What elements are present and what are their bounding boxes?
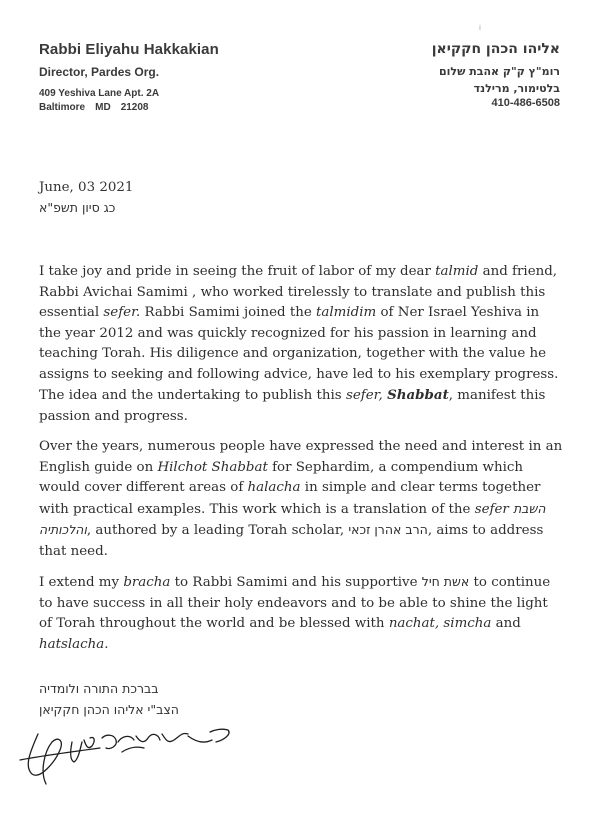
italic-run: nachat, simcha <box>388 616 492 631</box>
text-run: and friend, Rabbi Avichai Samimi , who worked tirelessly to translate and publish this essential <box>39 264 558 320</box>
closing-line-2: הצב"י אליהו הכהן חקקיאן <box>39 702 179 717</box>
paragraph-2 <box>39 437 564 562</box>
text-run: , authored by a leading Torah scholar, <box>86 523 349 538</box>
hebrew-phrase: אשת חיל <box>421 574 470 589</box>
bold-italic-run: Shabbat <box>387 387 449 403</box>
sender-title: Director, Pardes Org. <box>39 65 160 79</box>
text-run: in simple and clear terms together with practical examples. This work which is a translation of the <box>39 480 541 517</box>
sender-city: Baltimore <box>39 102 86 113</box>
italic-run: Hilchot Shabbat <box>157 459 268 475</box>
text-run: to Rabbi Samimi and his supportive <box>170 575 422 590</box>
letter-body <box>39 262 564 665</box>
italic-run: sefer, <box>345 388 383 403</box>
text-run: to continue to have success in all their holy endeavors and to be able to shine the light of Torah throughout the world and be blessed with <box>39 575 551 631</box>
scan-mark: ⅰ <box>479 24 481 32</box>
sender-name: Rabbi Eliyahu Hakkakian <box>39 41 219 58</box>
sender-title-hebrew: רומ"ץ ק"ק אהבת שלום <box>439 65 560 78</box>
sender-zip: 21208 <box>120 102 149 113</box>
italic-run: sefer. <box>103 305 141 320</box>
sender-state: MD <box>95 102 111 113</box>
sender-address-line1: 409 Yeshiva Lane Apt. 2A <box>39 88 160 99</box>
sender-city-hebrew: בלטימור, מרילנד <box>473 82 560 95</box>
date-english: June, 03 2021 <box>39 180 134 195</box>
sender-name-hebrew: אליהו הכהן חקקיאן <box>431 41 560 57</box>
text-run: Rabbi Samimi joined the <box>140 305 317 320</box>
italic-run: halacha <box>247 480 301 495</box>
handwritten-signature <box>10 712 260 792</box>
closing-line-1: בברכת התורה ולומדיה <box>39 681 159 696</box>
italic-run: sefer <box>474 501 509 517</box>
text-run: , aims to address that need. <box>39 523 544 559</box>
hebrew-book-title: השבת והלכותיה <box>39 500 546 537</box>
date-hebrew: כג סיון תשפ"א <box>39 200 116 215</box>
letterhead-english <box>39 41 219 115</box>
italic-run: bracha <box>123 575 171 590</box>
text-run: , manifest this passion and progress. <box>39 388 546 424</box>
italic-run: talmid <box>435 264 479 279</box>
paragraph-1 <box>39 262 564 427</box>
text-run: I take joy and pride in seeing the fruit of labor of my dear <box>39 264 436 279</box>
letterhead-hebrew <box>432 41 560 109</box>
text-run: Over the years, numerous people have expressed the need and interest in an English guide on <box>39 439 563 475</box>
sender-address-line2 <box>39 101 219 115</box>
text-run: of Ner Israel Yeshiva in the year 2012 and was quickly recognized for his passion in learning and teaching Torah. His diligence and organization, together with the value he assigns to seeking and following advice, have led to his exemplary progress. The idea and the undertaking to publish this <box>39 305 559 403</box>
text-run: for Sephardim, a compendium which would cover different areas of <box>39 459 524 495</box>
paragraph-3 <box>39 572 564 655</box>
sender-phone: 410-486-6508 <box>491 97 560 109</box>
letter-date <box>39 178 133 218</box>
text-run: and <box>491 616 521 631</box>
hebrew-author-name: הרב אהרן זכאי <box>348 522 428 537</box>
italic-run: talmidim <box>316 305 377 320</box>
text-run: I extend my <box>39 575 124 590</box>
italic-run: hatslacha. <box>39 636 109 652</box>
